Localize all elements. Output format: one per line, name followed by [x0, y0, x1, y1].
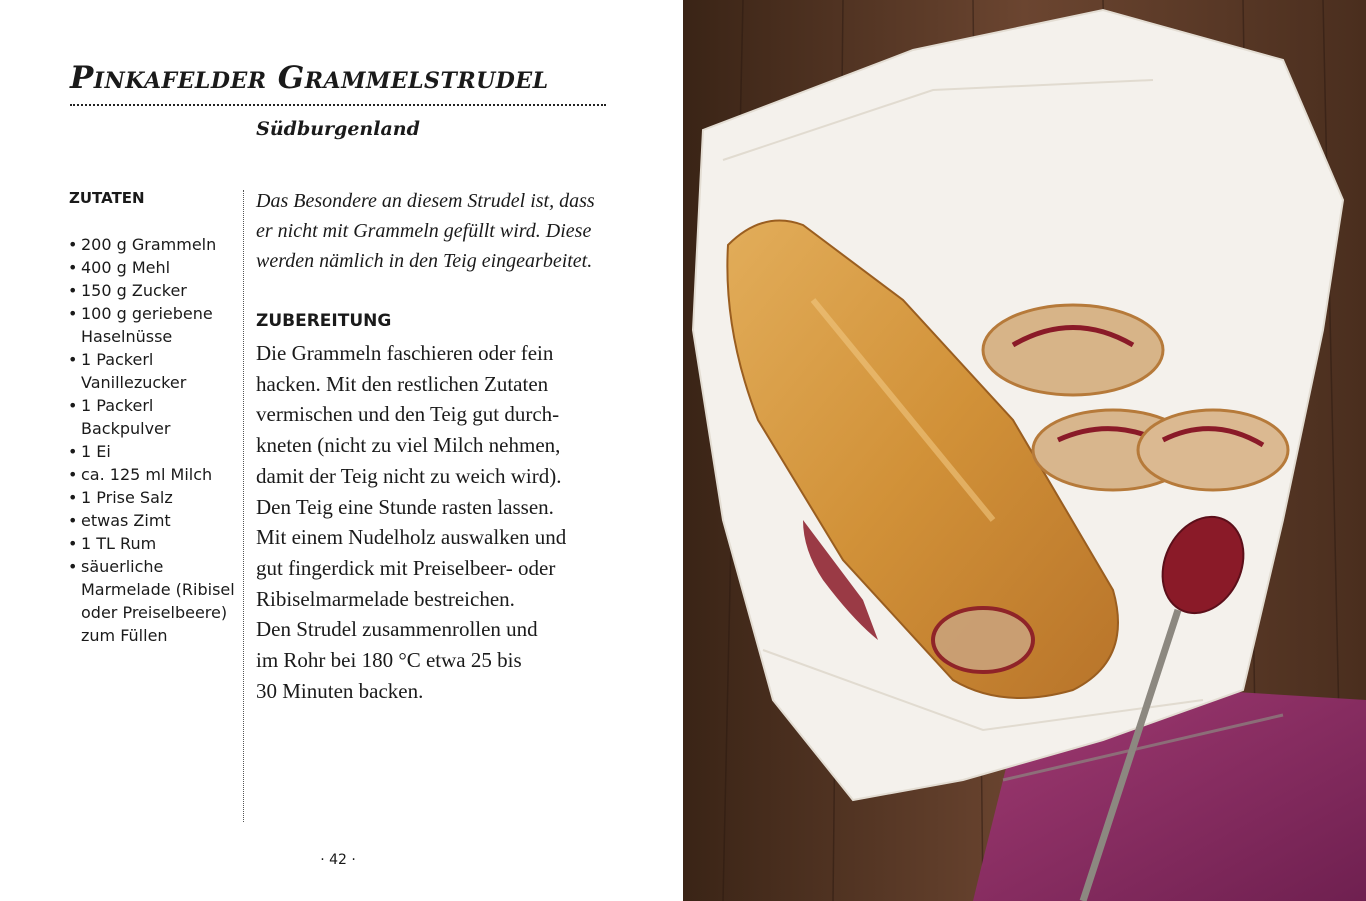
- ingredient-item: • 1 Ei: [67, 440, 237, 463]
- ingredients-list: [67, 233, 237, 647]
- page-number: · 42 ·: [320, 852, 356, 868]
- ingredient-item: • 1 Packerl Vanillezucker: [67, 348, 237, 394]
- recipe-intro: Das Besondere an diesem Strudel ist, dass er nicht mit Grammeln gefüllt wird. Diese werden nämlich in den Teig eingearbeitet.: [256, 190, 595, 272]
- preparation-line: Die Grammeln faschieren oder fein: [256, 341, 554, 365]
- ingredient-item: • 400 g Mehl: [67, 256, 237, 279]
- preparation-text: [256, 338, 611, 706]
- preparation-line: Mit einem Nudelholz auswalken und: [256, 525, 567, 550]
- preparation-line: kneten (nicht zu viel Milch nehmen,: [256, 433, 561, 458]
- strudel-slice: [983, 305, 1163, 395]
- preparation-line: Den Teig eine Stunde rasten lassen.: [256, 494, 554, 519]
- ingredient-item: • etwas Zimt: [67, 509, 237, 532]
- ingredient-item: • 150 g Zucker: [67, 279, 237, 302]
- ingredient-item: • 200 g Grammeln: [67, 233, 237, 256]
- recipe-title: Pinkafelder Grammelstrudel: [70, 60, 549, 96]
- ingredient-item: • 1 TL Rum: [67, 532, 237, 555]
- preparation-line: vermischen und den Teig gut durch-: [256, 402, 560, 427]
- ingredients-heading: ZUTATEN: [69, 189, 145, 207]
- ingredient-item: • 1 Packerl Backpulver: [67, 394, 237, 440]
- strudel-slice: [1138, 410, 1288, 490]
- preparation-line: im Rohr bei 180 °C etwa 25 bis: [256, 648, 522, 673]
- ingredient-item: • 100 g geriebene Haselnüsse: [67, 302, 237, 348]
- preparation-line: gut fingerdick mit Preiselbeer- oder: [256, 555, 556, 580]
- preparation-line: 30 Minuten backen.: [256, 678, 424, 703]
- strudel-photo: [683, 0, 1366, 901]
- preparation-heading: ZUBEREITUNG: [256, 311, 392, 331]
- ingredient-item: • säuerliche Marmelade (Ribisel oder Preiselbeere) zum Füllen: [67, 555, 237, 647]
- preparation-line: hacken. Mit den restlichen Zutaten: [256, 371, 549, 396]
- preparation-line: Ribiselmarmelade bestreichen.: [256, 586, 515, 611]
- title-dotted-rule: [70, 104, 606, 106]
- column-divider: [243, 190, 244, 822]
- ingredient-item: • ca. 125 ml Milch: [67, 463, 237, 486]
- recipe-region: Südburgenland: [256, 118, 420, 140]
- preparation-line: damit der Teig nicht zu weich wird).: [256, 463, 562, 488]
- preparation-line: Den Strudel zusammenrollen und: [256, 617, 538, 642]
- ingredient-item: • 1 Prise Salz: [67, 486, 237, 509]
